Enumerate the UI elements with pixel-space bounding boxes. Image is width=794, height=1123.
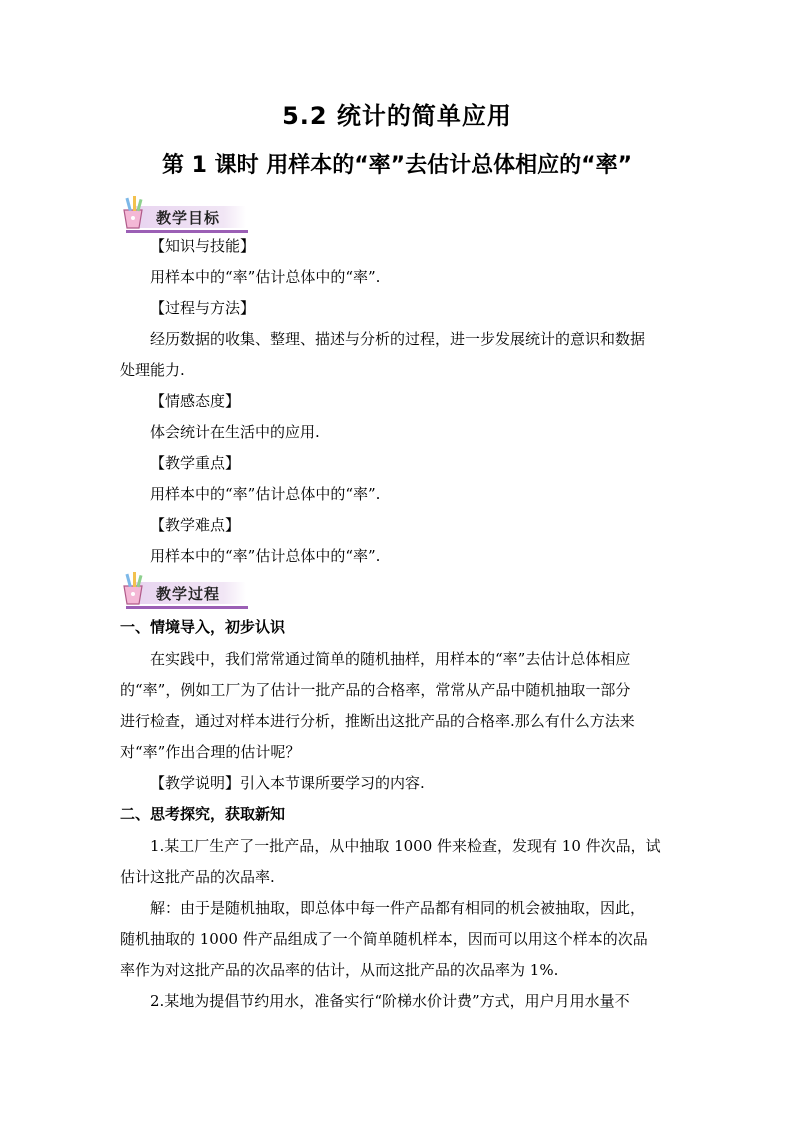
key-point-heading: 【教学重点】 — [150, 454, 241, 472]
knowledge-text: 用样本中的“率”估计总体中的“率”. — [150, 268, 381, 286]
question2-line1: 2.某地为提倡节约用水，准备实行“阶梯水价计费”方式，用户月用水量不 — [150, 992, 630, 1010]
banner-label: 教学过程 — [156, 585, 221, 603]
section1-paragraph-line1: 在实践中，我们常常通过简单的随机抽样，用样本的“率”去估计总体相应 — [150, 650, 631, 668]
section1-heading: 一、情境导入，初步认识 — [120, 618, 286, 636]
section1-paragraph-line4: 对“率”作出合理的估计呢？ — [120, 743, 301, 761]
key-point-text: 用样本中的“率”估计总体中的“率”. — [150, 485, 381, 503]
method-text-line2: 处理能力. — [120, 361, 185, 379]
knowledge-heading: 【知识与技能】 — [150, 237, 256, 255]
attitude-text: 体会统计在生活中的应用. — [150, 423, 320, 441]
section1-teaching-note: 【教学说明】引入本节课所要学习的内容. — [150, 774, 425, 792]
section2-heading: 二、思考探究，获取新知 — [120, 805, 286, 823]
pencil-cup-icon — [116, 572, 152, 608]
question1-line1: 1.某工厂生产了一批产品，从中抽取 1000 件来检查，发现有 10 件次品，试 — [150, 837, 661, 855]
question1-line2: 估计这批产品的次品率. — [120, 868, 275, 886]
section1-paragraph-line2: 的“率”，例如工厂为了估计一批产品的合格率，常常从产品中随机抽取一部分 — [120, 681, 631, 699]
difficult-point-heading: 【教学难点】 — [150, 516, 241, 534]
difficult-point-text: 用样本中的“率”估计总体中的“率”. — [150, 547, 381, 565]
solution-line3: 率作为对这批产品的次品率的估计，从而这批产品的次品率为 1%. — [120, 961, 559, 979]
section1-paragraph-line3: 进行检查，通过对样本进行分析，推断出这批产品的合格率.那么有什么方法来 — [120, 712, 635, 730]
pencil-cup-icon — [116, 196, 152, 232]
solution-line2: 随机抽取的 1000 件产品组成了一个简单随机样本，因而可以用这个样本的次品 — [120, 930, 648, 948]
method-heading: 【过程与方法】 — [150, 299, 256, 317]
banner-label: 教学目标 — [156, 209, 221, 227]
lesson-subtitle: 第 1 课时 用样本的“率”去估计总体相应的“率” — [161, 153, 633, 178]
attitude-heading: 【情感态度】 — [150, 392, 241, 410]
method-text-line1: 经历数据的收集、整理、描述与分析的过程，进一步发展统计的意识和数据 — [150, 330, 646, 348]
page-title: 5.2 统计的简单应用 — [282, 102, 512, 130]
objectives-banner — [116, 200, 246, 236]
process-banner — [116, 576, 246, 612]
solution-line1: 解：由于是随机抽取，即总体中每一件产品都有相同的机会被抽取，因此， — [150, 899, 646, 917]
